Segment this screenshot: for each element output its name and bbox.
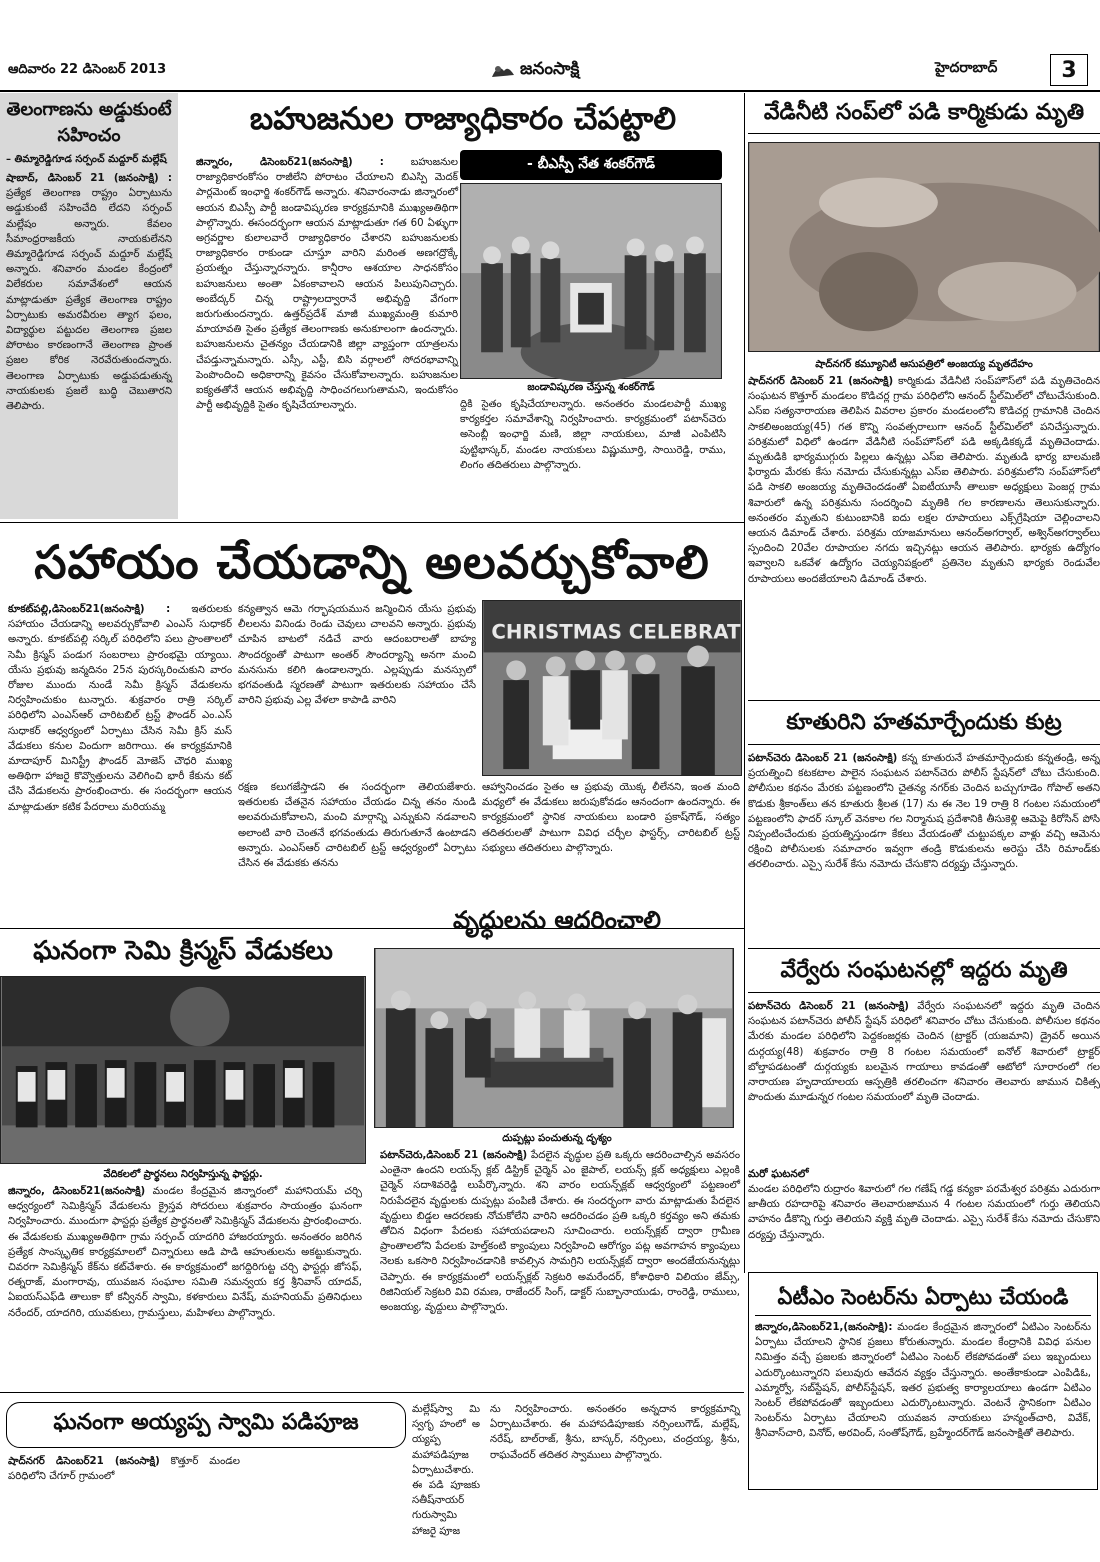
body: కన్యత్వాన ఆమె గర్భాషయమున జన్మించిన యేసు ప్రభువు లీలలను వినిండు రెండు చెవులు చాలవని అన్నారు. ప్రభువు చూపిన బాటలో నడిచే వారు ఆదంబరాలతో బాహ్య సౌందర్యంతో పాటుగా అంతర్ సౌందర్యాన్ని అనగా మంచి మనసును కలిగి ఉండాలన్నారు. ఎల్లప్పుడు మనస్సులో భగవంతుడి స్మరణతో పాటుగా ఇతరులకు సహాయం చేసే వారిని ప్రభువు ఎల్ల వేళలా కాపాడి వారిని <box>238 604 476 707</box>
body: పేదలైన వృద్ధుల ప్రతి ఒక్కరు ఆదరించాల్సిన అవసరం ఎంతైనా ఉందని లయన్స్ క్లబ్ డిస్ట్రిక్ చైర్మెన్ ఎం జైపాల్, లయన్స్ క్లబ్ అధ్యక్షులు ఎల్లంకి చైర్మెన్ సదాశివరెడ్డి లుపేర్కొన్నారు. శని వారం లయన్స్‌క్లబ్ ఆధ్వర్యంలో పట్టణంలో నిరుపేదలైన వృద్దులకు దుప్పట్లు పంపిణి చేశారు. ఈ సందర్భంగా వారు మాట్లాడుతు పేదలైన వృద్దులు బిడ్డల ఆదరణకు నోచుకోలేని వారిని ఆదరించడం ప్రతి ఒక్కరి కర్తవ్యం అని తమకు తోచిన విధంగా పేదలకు సహాయపడాలని సూచించారు. లయన్స్‌క్లబ్ ద్వారా గ్రామీణ ప్రాంతాలలోని పేదలకు హెల్త్‌కంటి క్యాంపులు నిర్వహించి ఆరోగ్యం పట్ల అవగాహన క్యాంపులు నెలకు ఒకసారి నిర్వహించడానికి కావల్సిన సామగ్రిని లయన్స్‌క్లబ్ ద్వారా అందజేయనున్నట్లు చెప్పారు. ఈ కార్యక్రమంలో లయన్స్‌క్లబ్ సెక్రటరి అమరేందర్, కోశాధికారి విలియం జేమ్స్, రిజినియల్ సెక్రటరి వివి రమణ, రాజేందర్ సింగ్, డాక్టర్ సుబ్బానాయుడు, రాంరెడ్డి, రాములు, అంజయ్య, వృద్దులు పాల్గొన్నారు. <box>380 1150 740 1314</box>
body: వేర్వేరు సంఘటనలో ఇద్దరు మృతి చెందిన సంఘటన పటాన్‌చెరు పోలీస్ స్టేషన్ పరిధిలో శనివారం చోటు చేసుకుంది. పోలీసుల కథనం మేరకు మండల పరిధిలోని పెద్దకంజర్లకు చెందిన (ట్రాక్టర్ (యజమాని) డ్రైవర్ అయిన దుర్గయ్య(48) శుక్రవారం రాత్రి 8 గంటల సమయంలో ఐనోల్ శివారులో ట్రాక్టర్ బోల్తాపడటంతో దుర్గయ్యకు బలమైన గాయాలు కావడంతో ఆటోలో సూరారంలో గల నారాయణ హృదాయాలయ ఆస్పత్రికి తరలించగా శనివారం తెలవారు జామున చికిత్స పొందుతు మూడున్నర గంటల సమయంలో మృతి చెందాడు. <box>748 1001 1100 1104</box>
byline: – తిమ్మారెడ్డిగూడ సర్పంచ్ మద్దూర్ మల్లేష్ <box>6 154 167 165</box>
headline: వృద్ధులను ఆదరించాలి <box>453 906 661 934</box>
story-elders <box>370 900 744 1390</box>
dateline: జిన్నారం,డిసెంబర్21,(జనంసాక్షి): <box>755 1322 893 1333</box>
story-sump <box>748 93 1100 698</box>
story-bahujana <box>188 93 738 519</box>
right-column-rule <box>744 93 745 1273</box>
story-body <box>748 751 1100 963</box>
column-3 <box>490 1402 740 1494</box>
right-rule-2 <box>748 948 1100 949</box>
dateline: పటాన్‌చెరు డిసెంబర్ 21 (జనంసాక్షి) <box>748 1001 909 1012</box>
story-body <box>6 171 172 501</box>
story-atm <box>748 1272 1098 1490</box>
body: కొత్తూర్ మండల పరిధిలోని చేగూర్ గ్రామంలో <box>8 1456 241 1483</box>
photo-semi-christmas <box>0 976 366 1164</box>
story-ayyappa <box>0 1398 744 1537</box>
photo-body <box>748 142 1100 352</box>
photo-blanket-distribution <box>374 948 734 1128</box>
story-murder <box>748 702 1100 964</box>
photo-caption: వేదికలలో ప్రార్థనలు నిర్వహిస్తున్న ఫాస్టర్లు. <box>103 1169 263 1180</box>
headline: ఏటీఎం సెంటర్‌ను ఏర్పాటు చేయండి <box>755 1279 1091 1316</box>
dateline: షాబాద్, డిసెంబర్ 21 (జనంసాక్షి) : <box>6 173 172 184</box>
body: రక్షణ కలుగజేస్తాడని ఈ సందర్భంగా తెలియజేశారు. ఇతరులకు చేతనైన సహాయం చేయడం చిన్న తనం నుండి అలవరుచుకోవాలని, మంచి మార్గాన్ని ఎన్నుకుని నడవాలని అలాంటి వారి చెంతనే భగవంతుడు తిరుగుతూనే ఉంటాడని అన్నారు. ఎంఎస్‌ఆర్ చారిటబిల్ ట్రస్ట్ ఆధ్వర్యంలో ఏర్పాటు చేసిన ఈ వేడుకకు తనను <box>238 782 476 870</box>
column-2a <box>238 602 476 772</box>
subhead-box <box>460 150 722 180</box>
body: మండల కేంద్రమైన జిన్నారంలో మహానియమ్ చర్చి ఆధ్వర్యంలో సెమిక్రిస్మస్ వేడుకలను క్రైస్తవ సోదరులు శుక్రవారం సాయంత్రం ఘనంగా నిర్వహించారు. ముందుగా ఫాస్టర్లు ప్రత్యేక ప్రార్థనలతో సెమిక్రిస్మస్ వేడుకలను ప్రారంభించారు. ఈ వేడుకలకు ముఖ్యఅతిథిగా గ్రామ సర్పంచ్ యాదగిరి హాజరయ్యారు. అనంతరం జరిగిన ప్రత్యేక సాంస్కృతిక కార్యక్రమాలలో చిన్నారులు ఆడి పాడి ఆహుతులను అకట్టుకున్నారు. చివరగా సెమిక్రిస్మస్ కేక్‌ను కట్‌చేశారు. ఈ కార్యక్రమంలో జగద్దిరిగుట్ట చర్చి ఫాస్టర్లు జోసఫ్, రత్నరాజ్, మంగారావు, యువజన సంఘాల సమితి సమన్వయ కర్త శ్రీనివాస్ యాదవ్, ఏఐయస్‌ఎఫ్‌డి తాలుకా కో కన్వీనర్ స్వామి, కళకారులు వినేష్, మహనియమ్ ప్రతినిధులు నరేందర్, యాదగిరి, యువకులు, గ్రామస్తులు, మహిళలు పాల్గొన్నారు. <box>8 1186 362 1319</box>
dateline: కూకట్‌పల్లి,డిసెంబర్21(జనంసాక్షి) : <box>8 604 171 615</box>
logo-text: జనంసాక్షి <box>520 59 580 79</box>
headline: ఘనంగా సెమి క్రిస్మస్ వేడుకలు <box>33 936 333 966</box>
subhead: - బీఎస్పీ నేత శంకర్‌గౌడ్ <box>527 155 655 172</box>
story-body <box>380 1148 740 1358</box>
page-number: 3 <box>1061 57 1077 83</box>
banner-text: CHRISTMAS CELEBRAT <box>491 620 741 644</box>
body: ప్రత్యేక తెలంగాణ రాష్ట్రం ఏర్పాటును అడ్డుకుంటే సహించేది లేదని సర్పంచ్ మల్లేషం అన్నారు. కేవలం సీమాంధ్రరాజకీయ నాయకులేనని తిమ్మారెడ్డిగూడ సర్పంచ్ మద్దూర్ మల్లేష్ అన్నారు. శనివారం మండల కేంద్రంలో విలేకరుల సమావేశంలో ఆయన మాట్లాడుతూ ప్రత్యేక తెలంగాణ రాష్ట్రం ఏర్పాటుకు అమరవీరుల త్యాగ ఫలం, విద్యార్థుల పట్టుదల తెలంగాణ ప్రజల పోరాటం కారణంగానే తెలంగాణ ప్రాంత ప్రజల కోరిక నెరవేరుతుందన్నారు. తెలంగాణ ఏర్పాటుకు అడ్డుపడుతున్న నాయకులకు ప్రజలే బుద్ధి చెబుతారని తెలిపారు. <box>6 188 172 413</box>
dateline: పటాన్‌చెరు,డిసెంబర్ 21 (జనంసాక్షి) <box>380 1150 528 1161</box>
body: కన్న కూతురునే హతమార్చెందుకు కన్నతండ్రి, అన్న ప్రయత్నించి కటకటాల పాలైన సంఘటన పటాన్‌చెరు పోలీస్ స్టేషన్‌లో చోటు చేసుకుంది. పోలీసుల కథనం మేరకు పట్టణంలోని చైతన్య నగర్‌కు చెందిన బచ్చుగూడెం గోపాల్ అతని కొడుకు శ్రీకాంత్‌లు తన కూతురు శ్రీలత (17) ను ఈ నెల 19 రాత్రి 8 గంటల సమయంలో పట్టణంలోని ఫాదర్ స్కూల్ వెనకాల గల నిర్మానుష ప్రదేశానికి తీసుకెళ్లి ఆమెపై కిరోసిన్ పోసి నిప్పంటించేందుకు ప్రయత్నిస్తుండగా కేకలు వేయడంతో చుట్టుపక్కల వాళ్లు వచ్చి ఆమెను రక్షించి పోలీసులకు సమాచారం ఇవ్వగా తండ్రి కొడుకులను అరెస్టు చేసి రిమాండ్‌కు తరలించారు. ఎస్సై సురేశ్ కేసు నమోదు చేసుకొని దర్యప్తు చేస్తున్నారు. <box>748 753 1100 871</box>
headline: వేడినీటి సంప్‌లో పడి కార్మికుడు మృతి <box>748 93 1100 134</box>
photo-caption: షాద్‌నగర్ కమ్యూనిటీ ఆసుపత్రిలో అంజయ్య మృతదేహం <box>815 359 1033 370</box>
section-rule-3 <box>0 1392 744 1393</box>
photo-caption: దుప్పట్లు పంచుతున్న దృశ్యం <box>502 1133 612 1144</box>
sub-label: మరో ఘటనలో <box>748 1168 809 1180</box>
headline: ఘనంగా అయ్యప్ప స్వామి పడిపూజ <box>53 1410 359 1435</box>
story-body <box>196 155 458 475</box>
dateline: షాద్‌నగర్ డిసెంబర్ 21 (జనంసాక్షి) <box>748 376 894 387</box>
headline: బహుజనుల రాజ్యాధికారం చేపట్టాలి <box>249 101 677 137</box>
column-1 <box>8 602 232 922</box>
story-body-2 <box>748 1182 1100 1262</box>
story-body <box>748 999 1100 1167</box>
story-body <box>755 1320 1091 1472</box>
photo-flag-hoisting-image <box>461 184 721 378</box>
body: మల్లేష్‌స్వా మి స్వగృ హంలో అ య్యప్ప మహాపడిపూజ ఏర్పాటుచేశారు. ఈ పడి పూజకు సతీష్‌నాయర్ గురుస్వామి హాజరై పూజ <box>412 1404 480 1537</box>
column-2 <box>248 1402 480 1537</box>
body: కార్మికుడు వేడినీటి సంప్‌హౌస్‌లో పడి మృతిచెందిన సంఘటన కొత్తూర్ మండలం కొడిచర్ల గ్రామ పరిధిలోని ఆనంద్ స్టీల్‌మిల్‌లో చోటుచేసుకుంది. ఎస్ఐ సత్యనారాయణ తెలిపిన వివరాల ప్రకారం మండలంలోని కొడిచర్ల గ్రామానికి చెందిన సాకలిఅంజయ్య(45) గత కొన్ని సంవత్సరాలుగా ఆనంద్ స్టీల్‌మిల్‌లో పనిచేస్తున్నారు. పరిశ్రమలో విధిలో ఉండగా వేడినీటి సంప్‌హౌస్‌లో పడి అక్కడికక్కడే మృతిచెందాడు. మృతుడికి భార్యముగ్గురు పిల్లలు ఉన్నట్లు ఎస్ఐ తెలిపారు. మృతుడి భార్య బాలమణి ఫిర్యాదు మేరకు కేసు నమోదు చేసుకున్నట్లు ఎస్ఐ తెలిపారు. పరిశ్రమలోని సంప్‌హౌస్‌లో పడి సాకలి అంజయ్య మృతిచెందడంతో ఏఐటీయూసీ తాలుకా అధ్యక్షులు పెంజర్ల గ్రామ శివారులో ఉన్న పరిశ్రమను సందర్శించి మృతికి గల కారణాలను తెలుసుకున్నారు. అనంతరం మృతుని కుటుంబానికి ఐదు లక్షల రూపాయలు ఎక్స్‌గ్రేషియా చెల్లించాలని ఆయన డిమాండ్ చేశారు. పరిశ్రమ యాజమానులు ఆనంద్‌అగర్వాల్, అశ్విన్‌అగర్వాల్‌లు స్పందించి 20వేల రూపాయల నగదు ఇచ్చినట్లు ఆయన తెలిపారు. భార్యకు ఉద్యోగం ఇవ్వాలని ఒకవేళ ఉద్యోగం చెయ్యనిపక్షంలో ప్రతినెల మృతుని భార్యకు రెండువేల రూపాయలు అందజేయాలని డిమాండ్ చేశారు. <box>748 376 1100 585</box>
masthead-rule <box>0 90 1100 92</box>
headline: తెలంగాణను అడ్డుకుంటే సహించం <box>6 99 172 146</box>
photo-blanket-image <box>375 949 733 1127</box>
masthead-city: హైదరాబాద్ <box>935 60 998 76</box>
column-1 <box>8 1454 240 1494</box>
body2: ద్దికి సైతం కృషిచేయాలన్నారు. అనంతరం మండలపార్టీ ముఖ్య కార్యకర్తల సమావేశాన్ని నిర్వహించారు. కార్యక్రమంలో పటాన్‌చెరు అసెంబ్లీ ఇంఛార్జి మణి, జిల్లా నాయకులు, మాజీ ఎంపిటిసి పుట్టిభాస్కర్, మండల నాయకులు విష్ణుమూర్తి, సాయిరెడ్డి, రాము, లింగం తదితరులు పాల్గొన్నారు. <box>460 399 726 471</box>
dateline: జిన్నారం, డిసెంబర్21(జనంసాక్షి) : <box>196 157 384 168</box>
photo-semi-christmas-image <box>1 977 365 1163</box>
dateline: షాద్‌నగర్ డిసెంబర్21 (జనంసాక్షి) <box>8 1456 160 1467</box>
body: మండల కేంద్రమైన జిన్నారంలో ఏటిఎం సెంటర్‌ను ఏర్పాటు చేయాలని స్థానిక ప్రజలు కోరుతున్నారు. మండల కేంద్రానికి వివిధ పనుల నిమిత్తం వచ్చే ప్రజలకు జిన్నారంలో ఏటిఎం సెంటర్ లేకపోవడంతో పలు ఇబ్బందులు ఎదుర్కొంటున్నారని పలువురు ఆవేదన వ్యక్తం చేస్తున్నారు. అంతేకాకుండా ఎంపిడిఓ, ఎమ్మార్వో, సబ్‌స్టేషన్, పోలీస్‌స్టేషన్, ఇతర ప్రభుత్వ కార్యాలయాలు ఉండగా ఏటిఎం సెంటర్ లేకపోవడంతో ఇబ్బందులు ఎదుర్కొంటున్నారు. వెంటనే స్థానికంగా ఏటిఎం సెంటర్‌ను ఏర్పాటు చేయాలని యువజన నాయకులు హన్మంత్‌చారి, వివేక్, శ్రీనివాస్‌చారి, వినోద్, అరవింద్, సంతోష్‌గౌడ్, బ్రహ్మేందర్‌గౌడ్ జనంసాక్షితో తెలిపారు. <box>755 1322 1091 1440</box>
story-semi-christmas <box>0 930 366 1390</box>
masthead-date: ఆదివారం 22 డిసెంబర్ 2013 <box>8 62 167 77</box>
photo-christmas-image <box>483 601 741 775</box>
story-sahayam <box>0 600 744 930</box>
logo-emblem-icon <box>490 61 516 81</box>
body: బహుజనుల రాజ్యాధికారంకోసం రాజీలేని పోరాటం చేయాలని బిఎస్పి మెదక్ పార్లమెంట్ ఇంఛార్జి శంకర్‌గౌడ్ అన్నారు. శనివారంనాడు జిన్నారంలో ఆయన బిఎస్పీ పార్టీ జండావిష్కరణ కార్యక్రమానికి ముఖ్యఅతిథిగా పాల్గొన్నారు. ఈసందర్భంగా ఆయన మాట్లాడుతూ గత 60 ఏళ్ళుగా అగ్రవర్ణాల కులాలవారే రాజ్యాధికారం చేశారని బహుజనులకు రాజ్యాధికారం రాకుండా చూస్తూ వారిని మరింత అణగద్రొక్కే ప్రయత్నం చేస్తున్నారన్నారు. కాన్షీరాం ఆశయాల సాధనకోసం బహుజనులు అంతా ఏకంకావాలని ఆయన పిలుపునిచ్చారు. అంబేద్కర్ చిన్న రాష్ట్రాలద్వారానే అభివృద్ది వేగంగా జరుగుతుందన్నారు. ఉత్తర్‌ప్రదేశ్ మాజీ ముఖ్యమంత్రి కుమారి మాయావతి సైతం ప్రత్యేక తెలంగాణకు అనుకూలంగా ఉందన్నారు. బహుజనులను చైతన్యం చేయడానికి జిల్లా వ్యాప్తంగా యాత్రలను చేపడ్తున్నామన్నారు. ఎస్సీ, ఎస్టీ, బిసి వర్గాలలో సోదరభావాన్ని పెంపొందించి అధికారాన్ని కైవసం చేసుకోవాలన్నారు. బహుజనుల ఐక్యతతోనే ఆయన అభివృద్ది సాధించగలుగుతామని, ఇందుకోసం పార్టీ అభివృద్దికి సైతం కృషిచేయాలన్నారు. <box>196 157 458 412</box>
story-body-continued <box>460 397 726 501</box>
photo-flag-hoisting <box>460 183 722 379</box>
story-body <box>8 1184 362 1364</box>
photo-caption: జండావిష్కరణ చేస్తున్న శంకర్‌గౌడ్ <box>527 382 655 393</box>
section-rule <box>0 522 744 523</box>
dateline: పటాన్‌చెరు డిసెంబర్ 21 (జనంసాక్షి) <box>748 753 898 764</box>
right-rule-1 <box>748 700 1100 701</box>
photo-christmas-celebration <box>482 600 742 776</box>
body: ను నిర్వహించారు. అనంతరం అన్నదాన కార్యక్రమాన్ని ఏర్పాటుచేశారు. ఈ మహాపడిపూజకు నర్సింలుగౌడ్, మల్లేష్, నరేష్, బాల్‌రాజ్, శ్రీను, బాస్కర్, నర్సింలు, చంద్రయ్య, శ్రీను, రాఘవేందర్ తదితర స్వాములు పాల్గొన్నారు. <box>490 1404 740 1461</box>
masthead <box>0 52 1100 90</box>
body: ఆహ్వానించడం సైతం ఆ ప్రభువు యొక్క లీలేనని, ఇంత మంది మధ్యలో ఈ వేడుకలు జరుపుకోవడం ఆనందంగా ఉందన్నారు. ఈ కార్యక్రమంలో స్థానిక నాయకులు బండారి ప్రకాష్‌గౌడ్, సత్యం తదితరులతో పాటుగా వివిధ చర్చీల ఫాస్టర్స్, చారిటబిల్ ట్రస్ట్ సభ్యులు తదితరులు పాల్గొన్నారు. <box>482 782 740 854</box>
masthead-logo <box>490 56 630 86</box>
body2: మండల పరిధిలోని రుద్రారం శివారులో గల గణేష్ గడ్డ కన్యకా పరమేశ్వర పరిశ్రమ ఎదురుగా జాతీయ రహదారిపై శనివారం తెలవారుజామున 4 గంటల సమయంలో గుర్తు తెలియని వాహనం డీకొన్ని గుర్తు తెలియని వ్యక్తి మృతి చెందాడు. ఎస్సై సురేశ్ కేసు నమోదు చేసుకొని దర్యప్తు చేస్తున్నారు. <box>748 1184 1100 1241</box>
photo-body-image <box>749 143 1099 351</box>
story-two-deaths <box>748 950 1100 1270</box>
story-body <box>748 374 1100 694</box>
body: ఇతరులకు సహాయం చేయడాన్ని అలవర్చుకోవాలి ఎంఎస్ సుధాకర్ అన్నారు. కూకట్‌పల్లి సర్కిల్ పరిధిలోని పలు ప్రాంతాలలో సెమీ క్రిస్మస్ పండుగ సంబరాలు ప్రారంభమై య్యాయి. యేసు ప్రభువు జన్మదినం 25న పురస్కరించుకుని వారం రోజుల ముందు నుండే సెమీ క్రిస్మస్ వేడుకలను నిర్వహించుకుం టున్నారు. శుక్రవారం రాత్రి సర్కిల్ పరిధిలోని ఎంఎస్‌ఆర్ చారిటబిల్ ట్రస్ట్ ఫౌండర్ ఎం.ఎస్ సుధాకర్ ఆధ్వర్యంలో ఏర్పాటు చేసిన సెమీ క్రిస్ మస్ వేడుకలు కనుల విందుగా జరిగాయి. ఈ కార్యక్రమానికి మాదాపూర్ మినిస్ట్రీ ఫౌండర్ మోజెస్ చౌధరి ముఖ్య అతిథిగా హాజరై కొవ్వొత్తులను వెలిగించి భారీ కేకును కట్ చేసి వేడుకలను ప్రారంభించారు. ఈ సందర్భంగా ఆయన మాట్లాడుతూ కటిక పేదరాలు మరియమ్మ <box>8 604 232 813</box>
story-sahayam-headline: సహాయం చేయడాన్ని అలవర్చుకోవాలి <box>34 535 710 589</box>
headline: వేర్వేరు సంఘటనల్లో ఇద్దరు మృతి <box>748 950 1100 993</box>
dateline: జిన్నారం, డిసెంబర్21(జనంసాక్షి) <box>8 1186 146 1197</box>
story-telangana <box>0 93 178 519</box>
headline: కూతురిని హతమార్చేందుకు కుట్ర <box>748 702 1100 745</box>
page-number-box <box>1050 54 1088 86</box>
